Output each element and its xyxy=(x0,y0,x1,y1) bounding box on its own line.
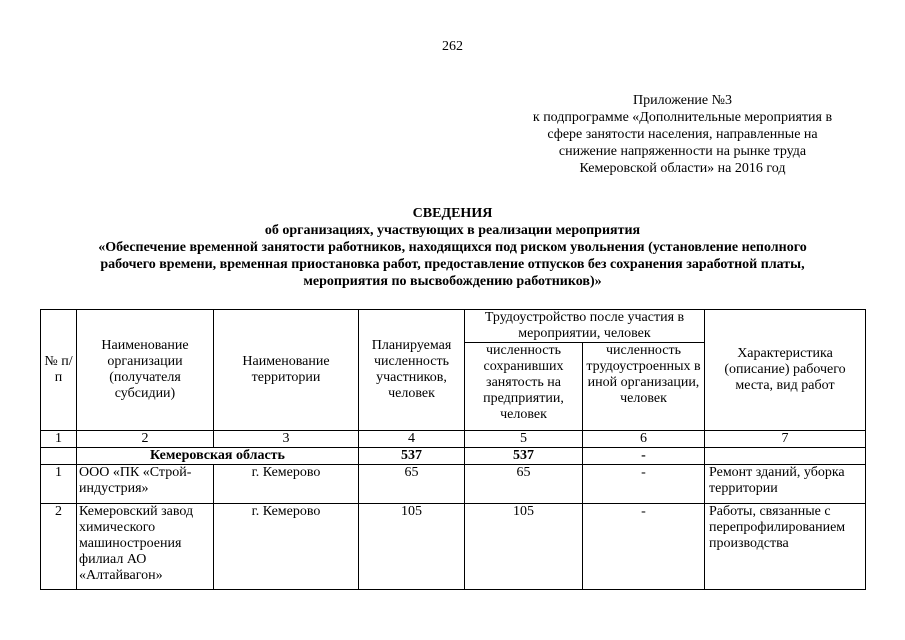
row-planned: 105 xyxy=(359,504,465,590)
organizations-table xyxy=(40,309,866,590)
header-org: Наименование организации (получателя субсидии) xyxy=(77,310,214,431)
summary-num-cell xyxy=(41,448,77,465)
summary-label: Кемеровская область xyxy=(77,448,359,465)
column-number: 2 xyxy=(77,431,214,448)
header-other-org: численность трудоустроенных в иной организации, человек xyxy=(583,343,705,431)
row-num: 1 xyxy=(41,465,77,504)
row-territory: г. Кемерово xyxy=(214,465,359,504)
row-planned: 65 xyxy=(359,465,465,504)
summary-other-org: - xyxy=(583,448,705,465)
column-number: 6 xyxy=(583,431,705,448)
row-description: Работы, связанные с перепрофилированием производства xyxy=(705,504,866,590)
row-org: Кемеровский завод химического машиностроения филиал АО «Алтайвагон» xyxy=(77,504,214,590)
row-description: Ремонт зданий, уборка территории xyxy=(705,465,866,504)
page-number: 262 xyxy=(442,39,463,54)
summary-planned: 537 xyxy=(359,448,465,465)
row-territory: г. Кемерово xyxy=(214,504,359,590)
appendix-note xyxy=(490,92,875,177)
header-planned: Планируемая численность участников, человек xyxy=(359,310,465,431)
header-employment-group: Трудоустройство после участия в мероприятии, человек xyxy=(465,310,705,343)
appendix-line: к подпрограмме «Дополнительные мероприятия в xyxy=(532,110,833,125)
appendix-line: сфере занятости населения, направленные на xyxy=(547,127,818,142)
header-num: № п/п xyxy=(41,310,77,431)
header-retained: численность сохранивших занятость на предприятии, человек xyxy=(465,343,583,431)
row-retained: 65 xyxy=(465,465,583,504)
row-retained: 105 xyxy=(465,504,583,590)
header-row xyxy=(41,310,866,343)
table-row xyxy=(41,504,866,590)
appendix-line: Приложение №3 xyxy=(633,93,732,108)
column-number: 1 xyxy=(41,431,77,448)
column-number: 3 xyxy=(214,431,359,448)
row-org: ООО «ПК «Строй-индустрия» xyxy=(77,465,214,504)
summary-retained: 537 xyxy=(465,448,583,465)
heading-line: рабочего времени, временная приостановка работ, предоставление отпусков без сохранения заработной платы, xyxy=(100,257,805,272)
document-title: СВЕДЕНИЯ xyxy=(412,206,493,221)
summary-row xyxy=(41,448,866,465)
column-number: 7 xyxy=(705,431,866,448)
header-territory: Наименование территории xyxy=(214,310,359,431)
header-description: Характеристика (описание) рабочего места, вид работ xyxy=(705,310,866,431)
column-number: 4 xyxy=(359,431,465,448)
column-number: 5 xyxy=(465,431,583,448)
heading-line: мероприятия по высвобождению работников)» xyxy=(303,274,602,289)
summary-description-cell xyxy=(705,448,866,465)
row-other-org: - xyxy=(583,465,705,504)
column-numbers-row xyxy=(41,431,866,448)
row-other-org: - xyxy=(583,504,705,590)
appendix-line: Кемеровской области» на 2016 год xyxy=(579,161,786,176)
document-heading xyxy=(40,205,865,290)
heading-line: об организациях, участвующих в реализации мероприятия xyxy=(264,223,641,238)
row-num: 2 xyxy=(41,504,77,590)
table-row xyxy=(41,465,866,504)
heading-line: «Обеспечение временной занятости работников, находящихся под риском увольнения (установление неполного xyxy=(98,240,807,255)
appendix-line: снижение напряженности на рынке труда xyxy=(558,144,807,159)
